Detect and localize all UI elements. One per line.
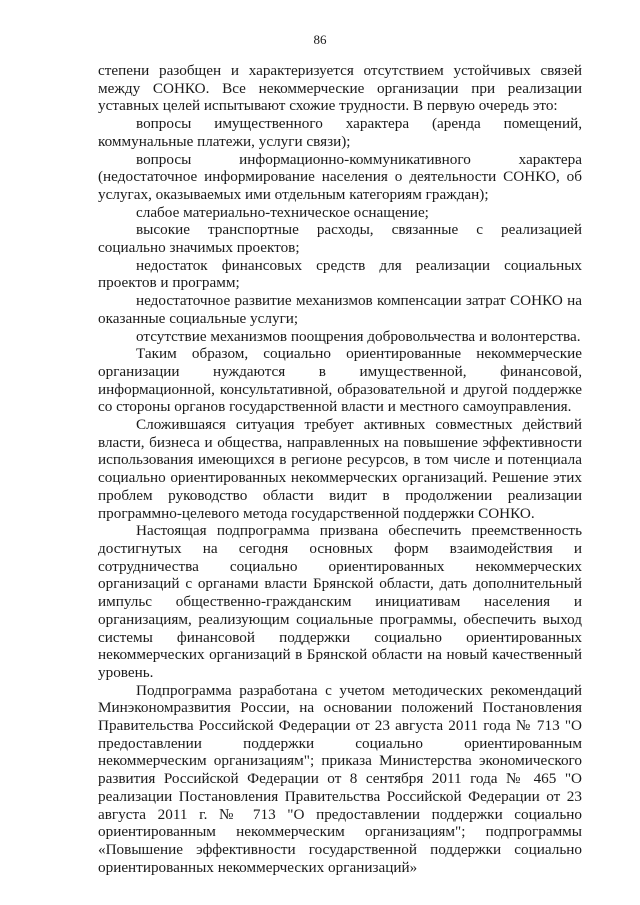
list-item: вопросы информационно-коммуникативного характера (недостаточное информирование населения о деятельности СОНКО, об услугах, оказываемых ими отдельным категориям граждан); [98,150,582,203]
paragraph: Подпрограмма разработана с учетом методических рекомендаций Минэкономразвития России, на основании положений Постановления Правительства Российской Федерации от 23 августа 2011 года № 713 "О предоставлении поддержки социально ориентированным некоммерческим организациям"; приказа Министерства экономического развития Российской Федерации от 8 сентября 2011 года № 465 "О реализации Постановления Правительства Российской Федерации от 23 августа 2011 г. № 713 "О предоставлении поддержки социально ориентированным некоммерческим организациям"; подпрограммы «Повышение эффективности государственной поддержки социально ориентированных некоммерческих организаций» [98,681,582,876]
list-item: отсутствие механизмов поощрения добровольчества и волонтерства. [136,327,581,345]
page-number: 86 [313,32,327,47]
list-item: высокие транспортные расходы, связанные с реализацией социально значимых проектов; [98,221,582,257]
paragraph: Сложившаяся ситуация требует активных совместных действий власти, бизнеса и общества, направленных на повышение эффективности использования имеющихся в регионе ресурсов, в том числе и потенциала социально ориентированных некоммерческих организаций. Решение этих проблем руководство области видит в продолжении реализации программно-целевого метода государственной поддержки СОНКО. [98,416,582,522]
list-item: вопросы имущественного характера (аренда помещений, коммунальные платежи, услуги связи); [98,115,582,150]
paragraph: степени разобщен и характеризуется отсутствием устойчивых связей между СОНКО. Все некоммерческие организации при реализации уставных целей испытывают схожие трудности. В первую очередь это: [98,62,582,115]
document-body [98,62,582,876]
paragraph: Настоящая подпрограмма призвана обеспечить преемственность достигнутых на сегодня основных форм взаимодействия и сотрудничества социально ориентированных некоммерческих организаций с органами власти Брянской области, дать дополнительный импульс общественно-гражданским инициативам населения и организациям, реализующим социальные программы, обеспечить выход системы финансовой поддержки социально ориентированных некоммерческих организаций в Брянской области на новый качественный уровень. [98,522,582,681]
paragraph: Таким образом, социально ориентированные некоммерческие организации нуждаются в имущественной, финансовой, информационной, консультативной, образовательной и другой поддержке со стороны органов государственной власти и местного самоуправления. [98,345,582,416]
list-item: слабое материально-техническое оснащение; [136,203,429,221]
list-item: недостаточное развитие механизмов компенсации затрат СОНКО на оказанные социальные услуги; [98,292,582,327]
list-item: недостаток финансовых средств для реализации социальных проектов и программ; [98,256,582,292]
